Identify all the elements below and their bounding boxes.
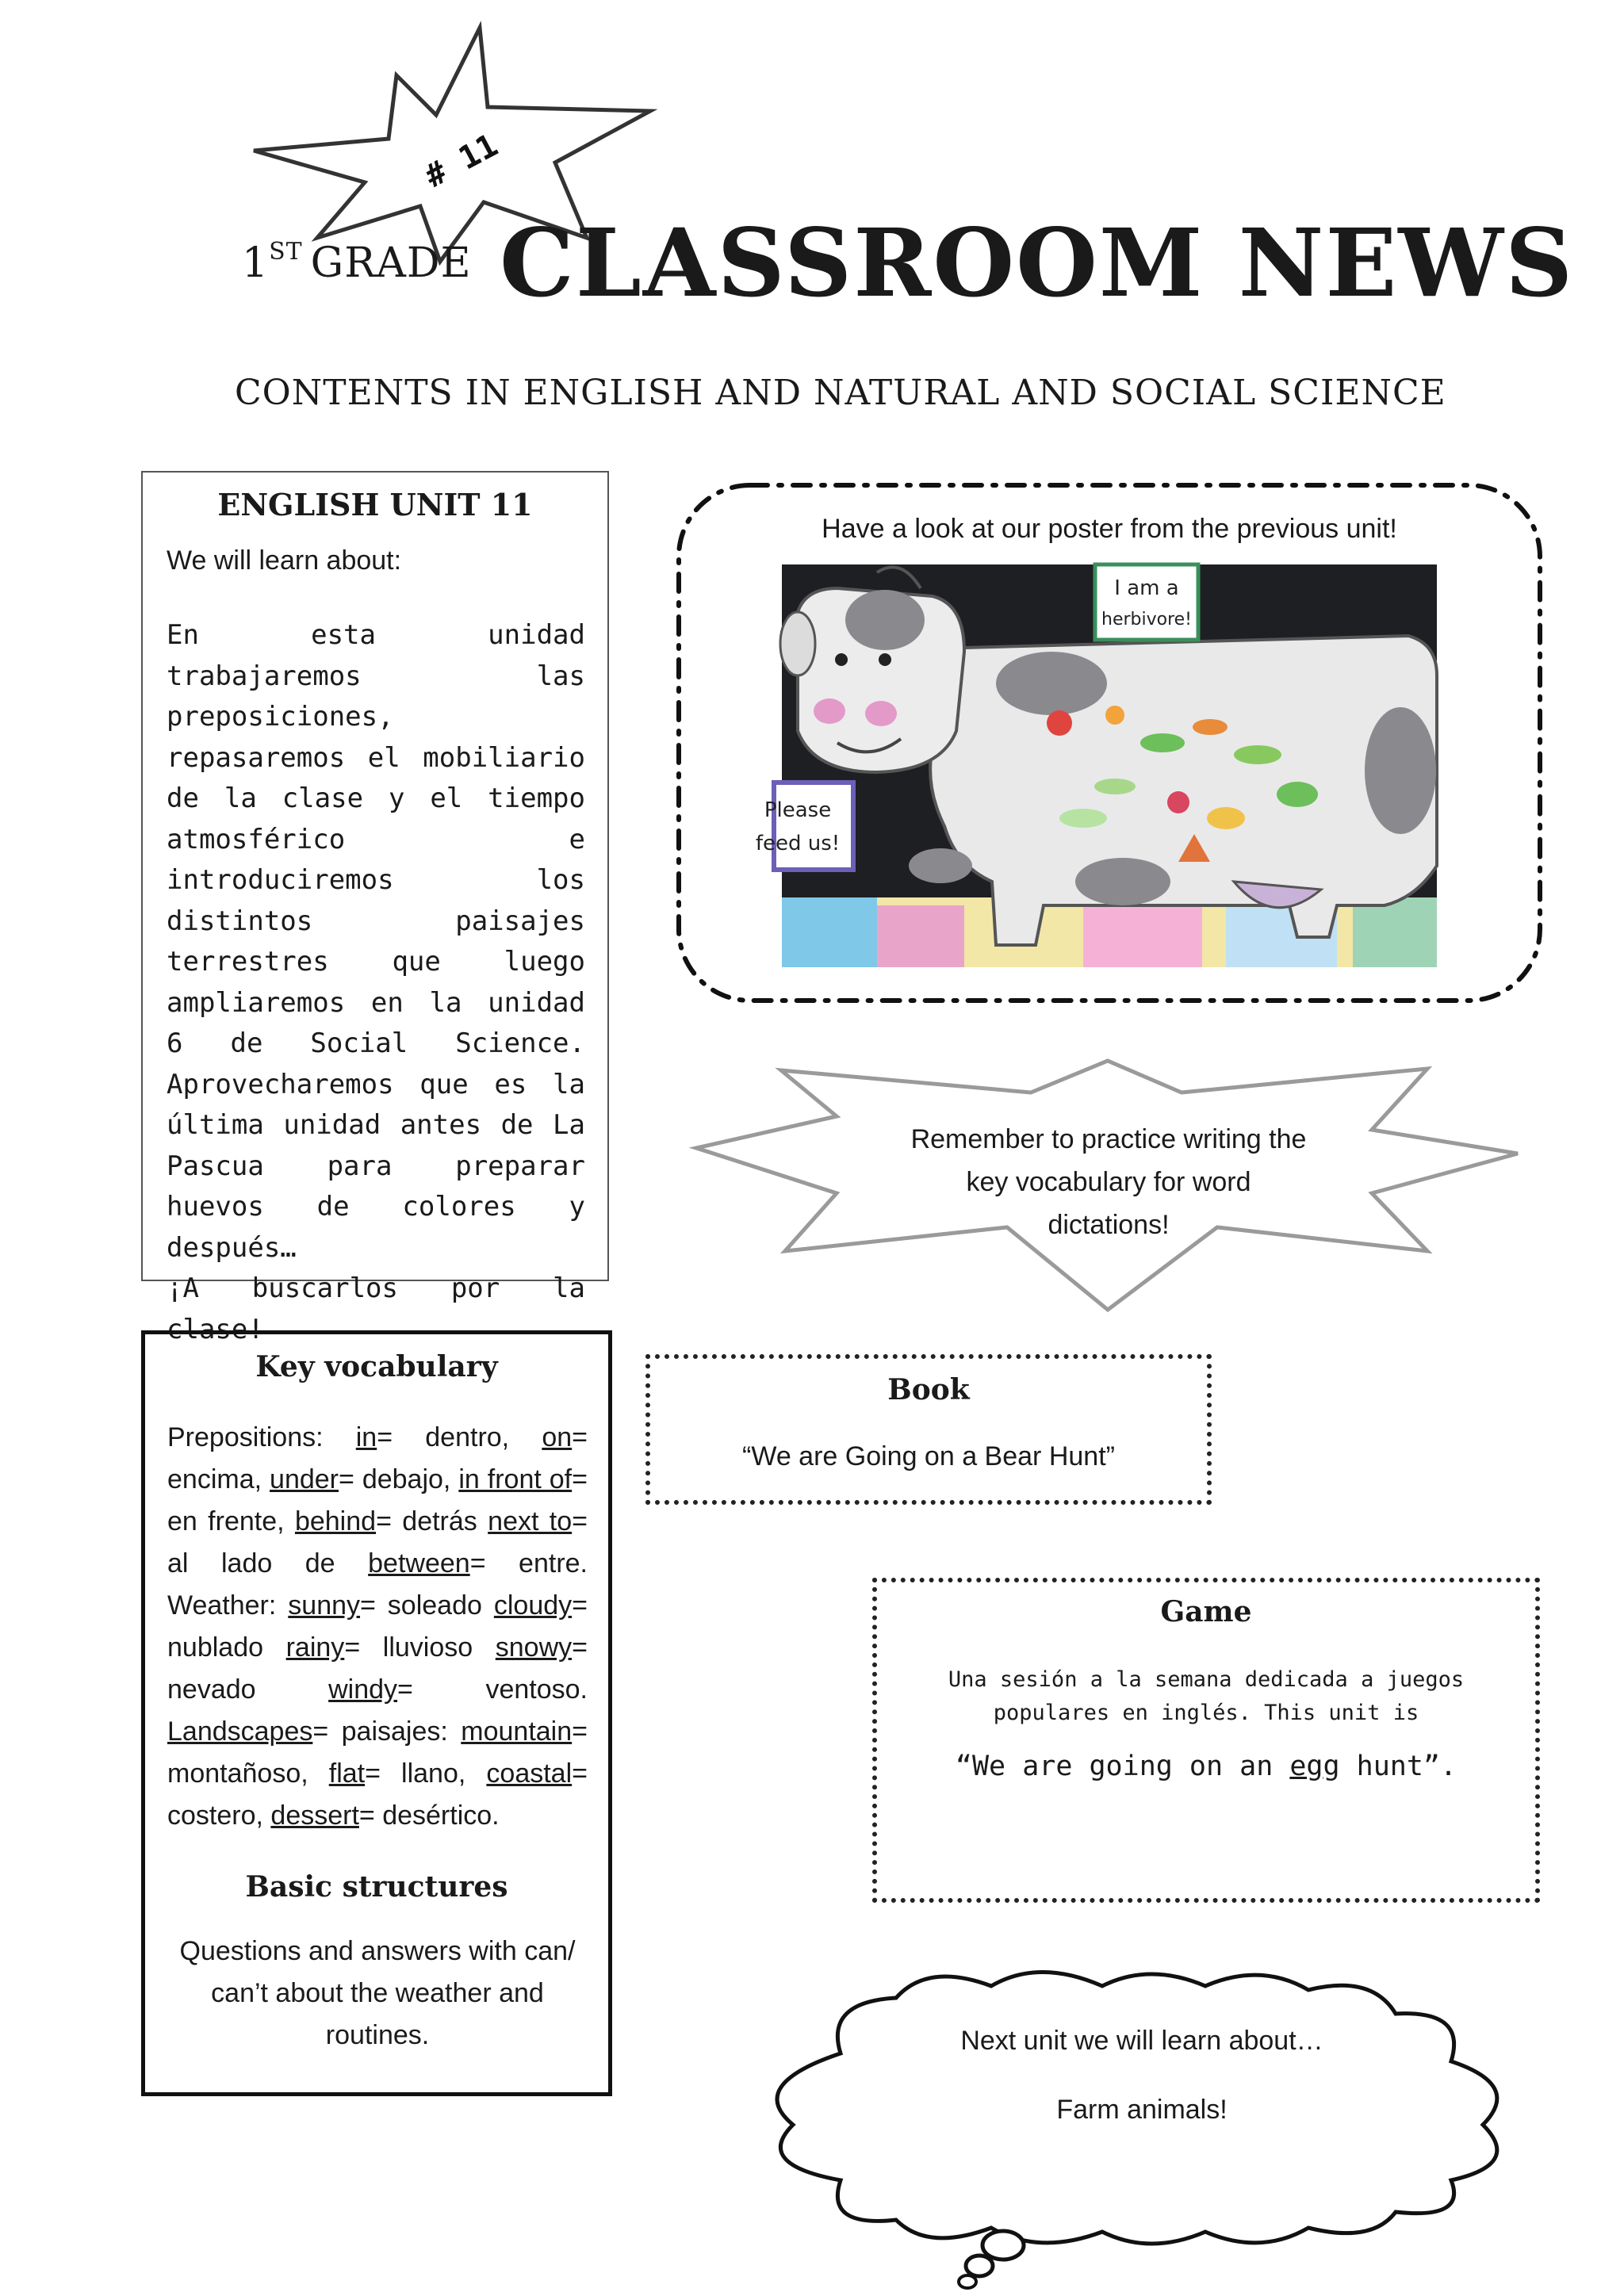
poster-side-sign-line1: Please (764, 798, 832, 822)
reminder-line-1: Remember to practice writing the (910, 1124, 1307, 1154)
reminder-line-2: key vocabulary for word (966, 1167, 1251, 1197)
vocab-translation: = encima, (167, 1422, 588, 1494)
book-title: Book (887, 1373, 970, 1406)
english-unit-box (141, 471, 609, 1345)
vocab-word: on (542, 1422, 573, 1452)
english-unit-paragraph: En esta unidad trabajaremos las preposiciones, repasaremos el mobiliario de la clase y el tiempo atmosférico e introduciremos los distintos paisajes terrestres que luego ampliaremos en la unidad 6 de Social Science. Aprovecharemos que es la última unidad antes de La Pascua para preparar huevos de colores y después… (167, 619, 585, 1264)
poster-sign-line2: herbivore! (1101, 610, 1192, 629)
vocab-word: next to (488, 1506, 573, 1536)
vocab-word: cloudy (493, 1590, 573, 1621)
vocab-translation: = paisajes: (312, 1716, 448, 1747)
next-unit-cloud (737, 1966, 1530, 2291)
page-subtitle: CONTENTS IN ENGLISH AND NATURAL AND SOCIAL SCIENCE (235, 373, 1446, 413)
book-box (645, 1354, 1212, 1505)
cow-poster-photo (755, 564, 1437, 967)
page-title: CLASSROOM NEWS (500, 208, 1575, 318)
english-unit-closing: ¡A buscarlos por la clase! (167, 1272, 585, 1345)
next-unit-topic: Farm animals! (1056, 2095, 1228, 2125)
vocab-translation: = costero, (167, 1758, 588, 1831)
english-unit-body (167, 615, 585, 1350)
vocab-translation: = llano, (365, 1758, 466, 1789)
vocab-translation: = detrás (376, 1506, 477, 1536)
vocab-word: in front of (458, 1464, 573, 1494)
key-vocabulary-title: Key vocabulary (255, 1350, 498, 1383)
key-vocabulary-body (167, 1417, 588, 1837)
vocab-word: flat (328, 1758, 366, 1789)
vocab-translation: = desértico. (358, 1800, 500, 1831)
vocab-translation: = soleado (360, 1590, 482, 1621)
vocab-translation: = montañoso, (167, 1716, 588, 1789)
game-quote-keyword: egg (1289, 1751, 1340, 1782)
game-box (872, 1578, 1540, 1903)
next-unit-intro: Next unit we will learn about… (960, 2026, 1323, 2056)
game-description-line-1: Una sesión a la semana dedicada a juegos (948, 1667, 1465, 1692)
vocab-word: dessert (270, 1800, 359, 1831)
poster-sign-line1: I am a (1114, 576, 1179, 600)
prepositions-label: Prepositions: (167, 1422, 324, 1452)
vocab-translation: = en frente, (167, 1464, 588, 1536)
vocab-word: Landscapes (167, 1716, 313, 1747)
vocab-translation: = dentro, (377, 1422, 510, 1452)
game-quote (877, 1751, 1535, 1782)
vocab-word: coastal (486, 1758, 573, 1789)
issue-number: # 11 (419, 127, 504, 196)
game-description-line-2: populares en inglés. This unit is (993, 1701, 1419, 1725)
grade-suffix: ST (269, 238, 303, 266)
game-quote-start: “We are going on an (955, 1751, 1290, 1782)
vocab-word: under (270, 1464, 339, 1494)
vocab-translation: = nevado (167, 1632, 588, 1705)
vocab-word: sunny (288, 1590, 361, 1621)
game-title: Game (1160, 1595, 1252, 1628)
vocab-word: behind (294, 1506, 377, 1536)
vocab-word: between (368, 1548, 470, 1578)
vocab-translation: = ventoso. (397, 1674, 588, 1705)
vocab-word: snowy (495, 1632, 573, 1663)
basic-structures-body: Questions and answers with can/ can’t about the weather and routines. (179, 1936, 576, 2050)
poster-side-sign-line2: feed us! (755, 832, 841, 855)
vocab-word: in (355, 1422, 377, 1452)
poster-caption: Have a look at our poster from the previous unit! (822, 514, 1397, 544)
reminder-line-3: dictations! (1048, 1210, 1170, 1240)
vocab-translation: = al lado de (167, 1506, 588, 1578)
grade-label (242, 238, 472, 287)
vocab-translation: = lluvioso (344, 1632, 473, 1663)
vocab-translation: = nublado (167, 1590, 588, 1663)
game-description (940, 1663, 1472, 1730)
book-name: “We are Going on a Bear Hunt” (742, 1441, 1115, 1471)
english-unit-title: ENGLISH UNIT 11 (217, 487, 533, 522)
weather-label: Weather: (167, 1590, 277, 1621)
grade-number: 1 (242, 239, 270, 287)
vocab-translation: = debajo, (339, 1464, 451, 1494)
grade-word: GRADE (310, 239, 472, 287)
vocab-word: mountain (461, 1716, 573, 1747)
key-vocabulary-box (141, 1330, 612, 2096)
basic-structures-title: Basic structures (245, 1870, 508, 1904)
game-quote-end: hunt”. (1339, 1751, 1457, 1782)
vocab-translation: = entre. (469, 1548, 588, 1578)
vocab-word: windy (328, 1674, 398, 1705)
english-unit-intro: We will learn about: (167, 545, 402, 576)
reminder-text (871, 1118, 1346, 1246)
vocab-word: rainy (285, 1632, 345, 1663)
